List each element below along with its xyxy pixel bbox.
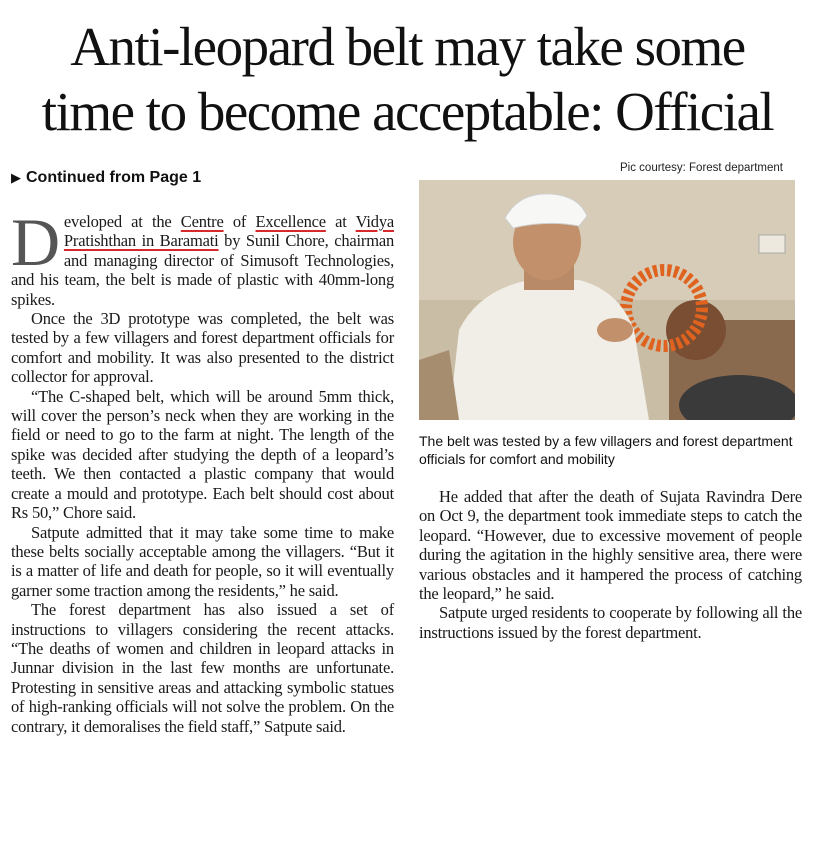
drop-cap: D bbox=[11, 204, 60, 280]
photo bbox=[419, 180, 795, 420]
paragraph-1: Developed at the Centre of Excellence at Vidya Pratishthan in Baramati by Sunil Chore, chairman and managing director of Simusoft Technologies, and his team, the belt is made of plastic with 40mm-long spikes. bbox=[11, 204, 395, 309]
paragraph-4: Satpute admitted that it may take some time to make these belts socially acceptable among the villagers. “But it is a matter of life and death for people, so it will eventually garner some traction among the residents,” he said. bbox=[11, 522, 394, 600]
photo-credit: Pic courtesy: Forest department bbox=[620, 162, 783, 174]
play-triangle-icon: ▶ bbox=[11, 170, 21, 185]
handwritten-underline: Excellence bbox=[255, 212, 326, 231]
article-column-2 bbox=[419, 487, 802, 642]
paragraph-5: The forest department has also issued a set of instructions to villagers considering the recent attacks. “The deaths of women and children in leopard attacks in Junnar division in the last few months are unfortunate. Protesting in sensitive areas and attacking symbolic statues of high-ranking officials will not solve the problem. On the contrary, it demoralises the field staff,” Satpute said. bbox=[11, 600, 394, 736]
headline-line-1: Anti-leopard belt may take some bbox=[70, 16, 745, 77]
article-column-1 bbox=[11, 204, 395, 736]
paragraph-7: Satpute urged residents to cooperate by following all the instructions issued by the forest department. bbox=[419, 603, 802, 642]
photo-caption: The belt was tested by a few villagers and forest department officials for comfort and mobility bbox=[419, 433, 793, 467]
photo-illustration bbox=[419, 180, 795, 420]
paragraph-3: “The C-shaped belt, which will be around 5mm thick, will cover the person’s neck when they are working in the field or need to go to the farm at night. The length of the spike was decided after studying the depth of a leopard’s teeth. We then contacted a plastic company that would create a mould and prototype. Each belt should cost about Rs 50,” Chore said. bbox=[11, 386, 394, 523]
paragraph-2: Once the 3D prototype was completed, the belt was tested by a few villagers and forest department officials for comfort and mobility. It was also presented to the district collector for approval. bbox=[11, 309, 394, 387]
handwritten-underline: Vidya Pratishthan in Baramati bbox=[63, 212, 394, 251]
continued-label bbox=[11, 169, 201, 187]
continued-label-text: Continued from Page 1 bbox=[26, 169, 202, 186]
handwritten-underline: Centre bbox=[180, 212, 224, 231]
headline-line-2: time to become acceptable: Official bbox=[41, 81, 774, 142]
headline bbox=[0, 14, 815, 144]
paragraph-6: He added that after the death of Sujata Ravindra Dere on Oct 9, the department took immediate steps to catch the leopard. “However, due to excessive movement of people during the agitation in the highly sensitive area, there were various obstacles and it hampered the process of catching the leopard,” he said. bbox=[419, 487, 802, 604]
